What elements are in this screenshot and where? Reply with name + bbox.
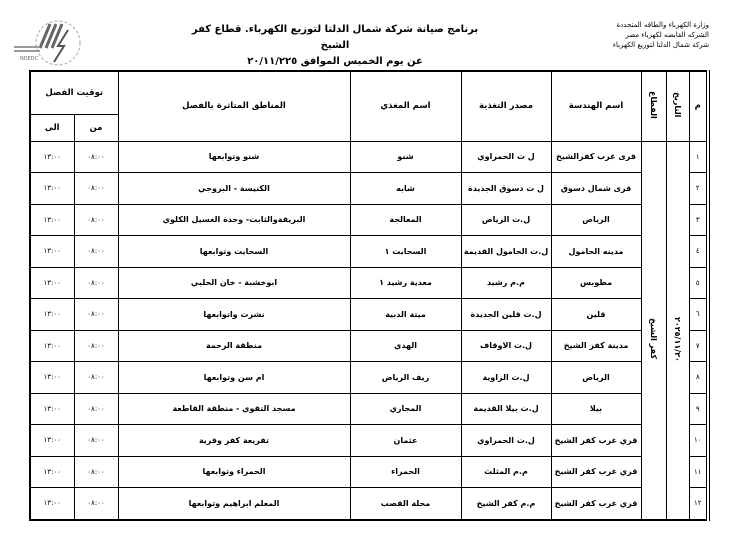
- areas-cell: شنو وتوابعها: [118, 141, 350, 173]
- from-time-cell: ٠٨:٠٠: [74, 393, 118, 425]
- header-num: م: [689, 71, 708, 141]
- source-cell: ل.ت الحمراوي: [461, 425, 551, 457]
- source-cell: ل.ت الزاوية: [461, 362, 551, 394]
- header-areas: المناطق المتاثرة بالفصل: [118, 71, 350, 141]
- table-row: [30, 456, 708, 488]
- engineering-cell: بيلا: [551, 393, 641, 425]
- table-row: [30, 236, 708, 268]
- table-row: [30, 141, 708, 173]
- to-time-cell: ١٣:٠٠: [30, 173, 74, 205]
- source-cell: ل ت الحمراوي: [461, 141, 551, 173]
- from-time-cell: ٠٨:٠٠: [74, 425, 118, 457]
- table-row: [30, 425, 708, 457]
- org-line: الشركه القابضه لكهرباء مصر: [625, 31, 709, 39]
- source-cell: ل.ت الرياض: [461, 204, 551, 236]
- areas-cell: السحايت وتوابعها: [118, 236, 350, 268]
- maintenance-schedule-table: [29, 70, 710, 521]
- organization-header: [599, 20, 709, 50]
- from-time-cell: ٠٨:٠٠: [74, 204, 118, 236]
- source-cell: ل.ت قلين الجديدة: [461, 299, 551, 331]
- header-engineering: اسم الهندسة: [551, 71, 641, 141]
- from-time-cell: ٠٨:٠٠: [74, 141, 118, 173]
- row-number: ٥: [689, 267, 708, 299]
- sector-cell: كفر الشيخ: [641, 141, 666, 520]
- feeder-cell: الحمراء: [350, 456, 461, 488]
- to-time-cell: ١٣:٠٠: [30, 330, 74, 362]
- engineering-cell: مطوبس: [551, 267, 641, 299]
- to-time-cell: ١٣:٠٠: [30, 456, 74, 488]
- table-row: [30, 488, 708, 520]
- table-row: [30, 173, 708, 205]
- engineering-cell: مدينة كفر الشيخ: [551, 330, 641, 362]
- areas-cell: منطقة الرحمة: [118, 330, 350, 362]
- table-row: [30, 393, 708, 425]
- from-time-cell: ٠٨:٠٠: [74, 236, 118, 268]
- feeder-cell: المجاري: [350, 393, 461, 425]
- row-number: ٩: [689, 393, 708, 425]
- engineering-cell: قرى شمال دسوق: [551, 173, 641, 205]
- areas-cell: تفريعة كفر وقرية: [118, 425, 350, 457]
- source-cell: ل ت دسوق الجديدة: [461, 173, 551, 205]
- svg-text:NDEDC: NDEDC: [20, 56, 39, 62]
- date-cell: ٢٠٢٥/١١/٢٠: [666, 141, 689, 520]
- org-line: وزارة الكهرباء والطاقه المتجددة: [616, 21, 709, 29]
- feeder-cell: السحايت ١: [350, 236, 461, 268]
- source-cell: م.م كفر الشيخ: [461, 488, 551, 520]
- areas-cell: مسجد التقوي - منطقة القاطعة: [118, 393, 350, 425]
- areas-cell: المعلم ابراهيم وتوابعها: [118, 488, 350, 520]
- header-from: من: [74, 114, 118, 141]
- source-cell: ل.ت الاوقاف: [461, 330, 551, 362]
- areas-cell: ام سن وتوابعها: [118, 362, 350, 394]
- engineering-cell: مدينه الحامول: [551, 236, 641, 268]
- header-source: مصدر التغذية: [461, 71, 551, 141]
- engineering-cell: قرى غرب كفرالشيخ: [551, 141, 641, 173]
- to-time-cell: ١٣:٠٠: [30, 299, 74, 331]
- from-time-cell: ٠٨:٠٠: [74, 362, 118, 394]
- header-to: الى: [30, 114, 74, 141]
- header-feeder: اسم المغذي: [350, 71, 461, 141]
- feeder-cell: الهدي: [350, 330, 461, 362]
- to-time-cell: ١٣:٠٠: [30, 393, 74, 425]
- table-row: [30, 362, 708, 394]
- feeder-cell: ميتة الدبية: [350, 299, 461, 331]
- header-sector: القطاع: [641, 71, 666, 141]
- table-row: [30, 204, 708, 236]
- table-row: [30, 299, 708, 331]
- row-number: ٨: [689, 362, 708, 394]
- areas-cell: الكنيسة - البروجي: [118, 173, 350, 205]
- header-timing: توقيت الفصل: [30, 71, 118, 114]
- company-logo: [10, 18, 90, 68]
- source-cell: م.م المثلث: [461, 456, 551, 488]
- org-line: شركة شمال الدلتا لتوزيع الكهرباء: [612, 41, 709, 49]
- feeder-cell: عثمان: [350, 425, 461, 457]
- source-cell: م.م رشيد: [461, 267, 551, 299]
- to-time-cell: ١٣:٠٠: [30, 204, 74, 236]
- feeder-cell: شابه: [350, 173, 461, 205]
- from-time-cell: ٠٨:٠٠: [74, 173, 118, 205]
- from-time-cell: ٠٨:٠٠: [74, 267, 118, 299]
- feeder-cell: محلة القصب: [350, 488, 461, 520]
- areas-cell: البريقةوالثابت- وحدة الغسيل الكلوي: [118, 204, 350, 236]
- source-cell: ل.ت الحامول القديمة: [461, 236, 551, 268]
- row-number: ٦: [689, 299, 708, 331]
- to-time-cell: ١٣:٠٠: [30, 362, 74, 394]
- engineering-cell: الرياض: [551, 204, 641, 236]
- title-line: برنامج صيانة شركة شمال الدلتا لتوزيع الكهرباء. قطاع كفر الشيخ: [191, 24, 479, 51]
- feeder-cell: ريف الرياض: [350, 362, 461, 394]
- to-time-cell: ١٣:٠٠: [30, 425, 74, 457]
- from-time-cell: ٠٨:٠٠: [74, 299, 118, 331]
- row-number: ٧: [689, 330, 708, 362]
- areas-cell: الحمراء وتوابعها: [118, 456, 350, 488]
- feeder-cell: معدية رشيد ١: [350, 267, 461, 299]
- areas-cell: نشرت واتوابعها: [118, 299, 350, 331]
- row-number: ١٠: [689, 425, 708, 457]
- from-time-cell: ٠٨:٠٠: [74, 330, 118, 362]
- feeder-cell: المعالجة: [350, 204, 461, 236]
- feeder-cell: شنو: [350, 141, 461, 173]
- title-date-line: عن يوم الخميس الموافق ٢٠/١١/٢٢٥: [247, 56, 423, 67]
- document-title: [180, 22, 490, 70]
- engineering-cell: قري غرب كفر الشيخ: [551, 456, 641, 488]
- table-row: [30, 330, 708, 362]
- row-number: ٢: [689, 173, 708, 205]
- to-time-cell: ١٣:٠٠: [30, 488, 74, 520]
- row-number: ١١: [689, 456, 708, 488]
- from-time-cell: ٠٨:٠٠: [74, 456, 118, 488]
- row-number: ٣: [689, 204, 708, 236]
- engineering-cell: قري غرب كفر الشيخ: [551, 425, 641, 457]
- to-time-cell: ١٣:٠٠: [30, 141, 74, 173]
- table-row: [30, 267, 708, 299]
- engineering-cell: الرياض: [551, 362, 641, 394]
- engineering-cell: قري غرب كفر الشيخ: [551, 488, 641, 520]
- engineering-cell: قلين: [551, 299, 641, 331]
- from-time-cell: ٠٨:٠٠: [74, 488, 118, 520]
- source-cell: ل.ت بيلا القديمة: [461, 393, 551, 425]
- areas-cell: ابوخشبة - خان الحلبي: [118, 267, 350, 299]
- to-time-cell: ١٣:٠٠: [30, 267, 74, 299]
- to-time-cell: ١٣:٠٠: [30, 236, 74, 268]
- header-date: التاريخ: [666, 71, 689, 141]
- row-number: ١: [689, 141, 708, 173]
- row-number: ١٢: [689, 488, 708, 520]
- row-number: ٤: [689, 236, 708, 268]
